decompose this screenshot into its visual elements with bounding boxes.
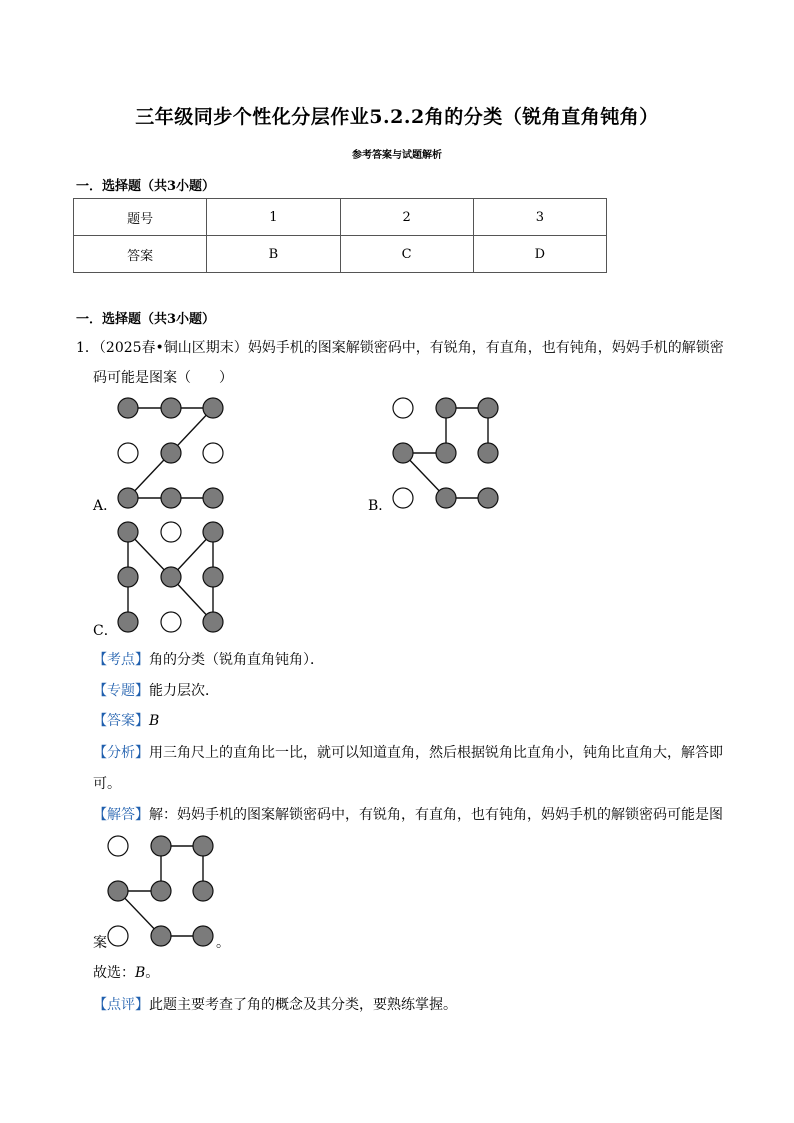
section-heading: 一．选择题（共3小题）	[76, 312, 216, 327]
table-row	[74, 199, 607, 236]
question-number: 1．	[76, 340, 99, 356]
pattern-a-figure	[110, 390, 240, 515]
question-line-1	[76, 338, 724, 358]
table-cell: 1	[207, 199, 340, 236]
guxuan-label: 故选：	[93, 965, 135, 981]
daan-text: B	[149, 713, 160, 729]
jieda-line-2-start: 案	[93, 935, 107, 951]
question-line-2: 码可能是图案（ ）	[93, 370, 233, 386]
table-cell: 题号	[74, 199, 207, 236]
table-cell: 3	[473, 199, 606, 236]
table-cell: 答案	[74, 236, 207, 273]
guxuan-value: B	[135, 965, 146, 981]
question-source: （2025春•铜山区期末）	[98, 340, 248, 356]
pattern-b-figure	[385, 390, 515, 515]
question-text: 妈妈手机的图案解锁密码中，有锐角，有直角，也有钝角，妈妈手机的解锁密	[247, 340, 724, 356]
guxuan-line	[93, 963, 159, 983]
jieda-line-2-end: 。	[216, 935, 230, 951]
table-cell: 2	[340, 199, 473, 236]
fenxi-line-2: 可。	[93, 776, 121, 792]
dianping-tag: 【点评】	[93, 997, 149, 1013]
page-subtitle: 参考答案与试题解析	[352, 150, 442, 161]
jieda-tag: 【解答】	[93, 807, 149, 823]
fenxi-text: 用三角尺上的直角比一比，就可以知道直角，然后根据锐角比直角小，钝角比直角大，解答即	[149, 745, 723, 761]
zhuanti-tag: 【专题】	[93, 683, 149, 699]
answer-table	[73, 198, 607, 273]
page-title: 三年级同步个性化分层作业5.2.2角的分类（锐角直角钝角）	[135, 106, 659, 128]
section-heading: 一．选择题（共3小题）	[76, 179, 216, 194]
daan-tag: 【答案】	[93, 713, 149, 729]
solution-pattern-figure	[100, 828, 230, 953]
table-row	[74, 236, 607, 273]
zhuanti-line	[93, 681, 219, 701]
dianping-text: 此题主要考查了角的概念及其分类，要熟练掌握。	[149, 997, 457, 1013]
option-c-label: C．	[93, 623, 118, 639]
daan-line	[93, 711, 159, 731]
zhuanti-text: 能力层次．	[149, 683, 219, 699]
fenxi-line-1	[93, 743, 723, 763]
table-cell: B	[207, 236, 340, 273]
dianping-line	[93, 995, 457, 1015]
pattern-c-figure	[110, 514, 240, 639]
jieda-line-1	[93, 805, 723, 825]
kaodian-tag: 【考点】	[93, 652, 149, 668]
option-b-label: B．	[368, 498, 393, 514]
jieda-text: 解：妈妈手机的图案解锁密码中，有锐角，有直角，也有钝角，妈妈手机的解锁密码可能是图	[149, 807, 723, 823]
guxuan-end: 。	[145, 965, 160, 981]
kaodian-line	[93, 650, 324, 670]
option-a-label: A．	[93, 498, 118, 514]
table-cell: C	[340, 236, 473, 273]
fenxi-tag: 【分析】	[93, 745, 149, 761]
table-cell: D	[473, 236, 606, 273]
kaodian-text: 角的分类（锐角直角钝角）．	[149, 652, 324, 668]
